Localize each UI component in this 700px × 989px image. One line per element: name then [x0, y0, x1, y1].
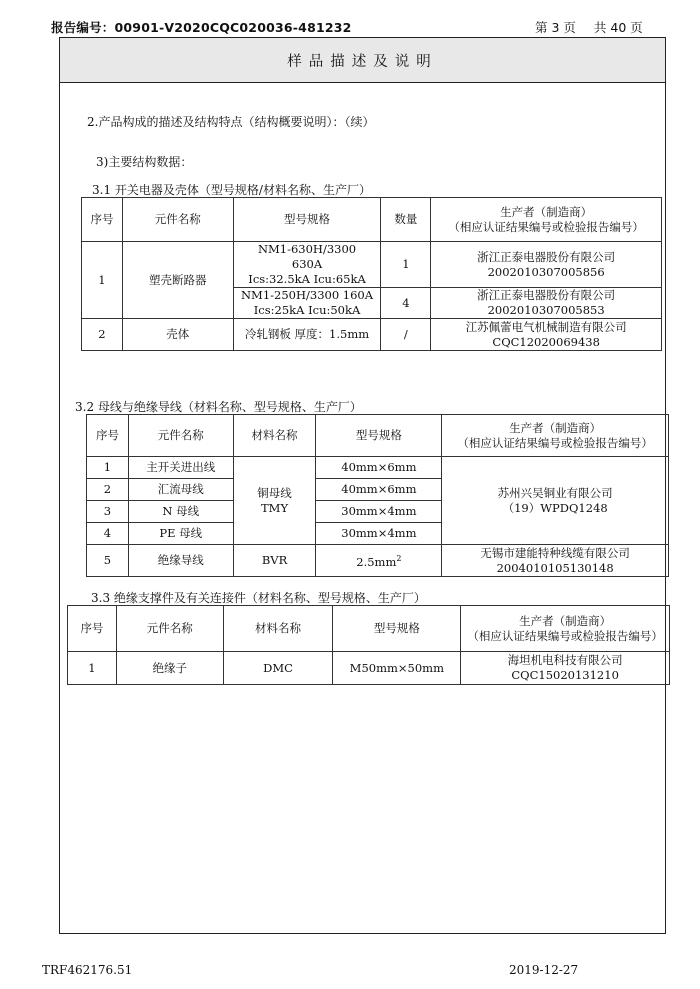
header-name: 元件名称	[122, 198, 233, 242]
mfr-cert: 2004010105130148	[496, 560, 614, 575]
header-no: 序号	[82, 198, 123, 242]
mfr-cert: CQC12020069438	[492, 334, 600, 349]
header-mfr	[461, 606, 670, 652]
table-row	[82, 242, 662, 288]
model-superscript: 2	[396, 554, 402, 564]
header-no: 序号	[68, 606, 117, 652]
cell-mfr	[442, 545, 669, 577]
header-mfr	[442, 415, 669, 457]
section-3-1-caption: 3.1 开关电器及壳体（型号规格/材料名称、生产厂）	[92, 183, 371, 197]
cell-material	[233, 457, 316, 545]
header-no: 序号	[87, 415, 129, 457]
cell-name: N 母线	[128, 501, 233, 523]
cell-no: 1	[87, 457, 129, 479]
table-3-3	[67, 605, 670, 685]
table-row	[87, 545, 669, 577]
table-3-2	[86, 414, 669, 577]
mfr-name: 浙江正泰电器股份有限公司	[477, 249, 616, 264]
cell-model: 40mm×6mm	[316, 457, 442, 479]
cell-no: 3	[87, 501, 129, 523]
cell-material: DMC	[223, 652, 333, 685]
cell-mfr	[461, 652, 670, 685]
mfr-cert: CQC15020131210	[511, 668, 619, 682]
total-pages: 共 40 页	[593, 20, 643, 35]
intro-text: 2.产品构成的描述及结构特点（结构概要说明）：（续）	[87, 115, 375, 129]
cell-no: 2	[87, 479, 129, 501]
cell-name: 主开关进出线	[128, 457, 233, 479]
header-model: 型号规格	[316, 415, 442, 457]
cell-material: BVR	[233, 545, 316, 577]
header-mfr-line1: 生产者（制造商）	[500, 204, 593, 219]
main-data-label: 3)主要结构数据：	[96, 155, 193, 169]
header-material: 材料名称	[223, 606, 333, 652]
page-number: 第 3 页	[535, 20, 576, 35]
cell-mfr	[431, 242, 662, 288]
model-line: NM1-630H/3300	[257, 242, 357, 256]
cell-model	[316, 545, 442, 577]
cell-model	[233, 288, 381, 319]
cell-name: 绝缘导线	[128, 545, 233, 577]
cell-no: 1	[82, 242, 123, 319]
cell-model: 30mm×4mm	[316, 523, 442, 545]
header-mfr	[431, 198, 662, 242]
cell-mfr	[431, 288, 662, 319]
material-line: 铜母线	[257, 485, 292, 500]
header-mfr-line2: （相应认证结果编号或检验报告编号）	[457, 435, 653, 450]
cell-no: 5	[87, 545, 129, 577]
mfr-name: 苏州兴吴铜业有限公司	[497, 485, 613, 500]
table-row	[87, 457, 669, 479]
cell-name: 壳体	[122, 319, 233, 351]
table-header-row	[87, 415, 669, 457]
cell-qty: 1	[381, 242, 431, 288]
section-3-3-caption: 3.3 绝缘支撑件及有关连接件（材料名称、型号规格、生产厂）	[91, 591, 426, 605]
header-qty: 数量	[381, 198, 431, 242]
mfr-cert: 2002010307005853	[487, 303, 605, 317]
cell-mfr	[442, 457, 669, 545]
cell-model	[233, 242, 381, 288]
cell-model: 40mm×6mm	[316, 479, 442, 501]
page-title: 样品描述及说明	[287, 53, 438, 70]
cell-name: PE 母线	[128, 523, 233, 545]
mfr-name: 无锡市建能特种线缆有限公司	[480, 545, 630, 560]
header-mfr-line2: （相应认证结果编号或检验报告编号）	[448, 219, 644, 234]
cell-name: 绝缘子	[116, 652, 223, 685]
table-header-row	[82, 198, 662, 242]
title-band	[60, 38, 665, 83]
header-mfr-line2: （相应认证结果编号或检验报告编号）	[467, 628, 663, 643]
model-line: NM1-250H/3300 160A	[240, 288, 374, 302]
cell-qty: 4	[381, 288, 431, 319]
header-material: 材料名称	[233, 415, 316, 457]
mfr-cert: 2002010307005856	[487, 264, 605, 279]
cell-model: 冷轧钢板 厚度：1.5mm	[233, 319, 381, 351]
cell-name: 塑壳断路器	[122, 242, 233, 319]
report-number: 报告编号：00901-V2020CQC020036-481232	[51, 20, 352, 35]
model-line: Ics:25kA Icu:50kA	[253, 303, 361, 317]
table-header-row	[68, 606, 670, 652]
table-row	[82, 319, 662, 351]
header-name: 元件名称	[128, 415, 233, 457]
header-model: 型号规格	[233, 198, 381, 242]
cell-no: 1	[68, 652, 117, 685]
cell-qty: /	[381, 319, 431, 351]
cell-name: 汇流母线	[128, 479, 233, 501]
footer-form-code: TRF462176.51	[42, 963, 133, 977]
section-3-2-caption: 3.2 母线与绝缘导线（材料名称、型号规格、生产厂）	[75, 400, 362, 414]
mfr-name: 江苏佩蕾电气机械制造有限公司	[465, 319, 627, 334]
model-value: 2.5mm	[356, 554, 397, 569]
header-mfr-line1: 生产者（制造商）	[519, 613, 612, 628]
mfr-name: 浙江正泰电器股份有限公司	[477, 288, 616, 302]
model-line: Ics:32.5kA Icu:65kA	[248, 272, 366, 286]
cell-mfr	[431, 319, 662, 351]
header-mfr-line1: 生产者（制造商）	[509, 420, 602, 435]
page-indicator	[535, 18, 661, 36]
header-name: 元件名称	[116, 606, 223, 652]
mfr-name: 海坦机电科技有限公司	[507, 653, 623, 667]
cell-no: 4	[87, 523, 129, 545]
cell-no: 2	[82, 319, 123, 351]
model-line: 630A	[291, 257, 323, 271]
cell-model: 30mm×4mm	[316, 501, 442, 523]
table-3-1	[81, 197, 662, 351]
cell-model: M50mm×50mm	[333, 652, 461, 685]
footer-date: 2019-12-27	[509, 963, 579, 977]
table-row	[68, 652, 670, 685]
header-model: 型号规格	[333, 606, 461, 652]
mfr-cert: （19）WPDQ1248	[502, 500, 608, 515]
material-line: TMY	[261, 500, 289, 515]
